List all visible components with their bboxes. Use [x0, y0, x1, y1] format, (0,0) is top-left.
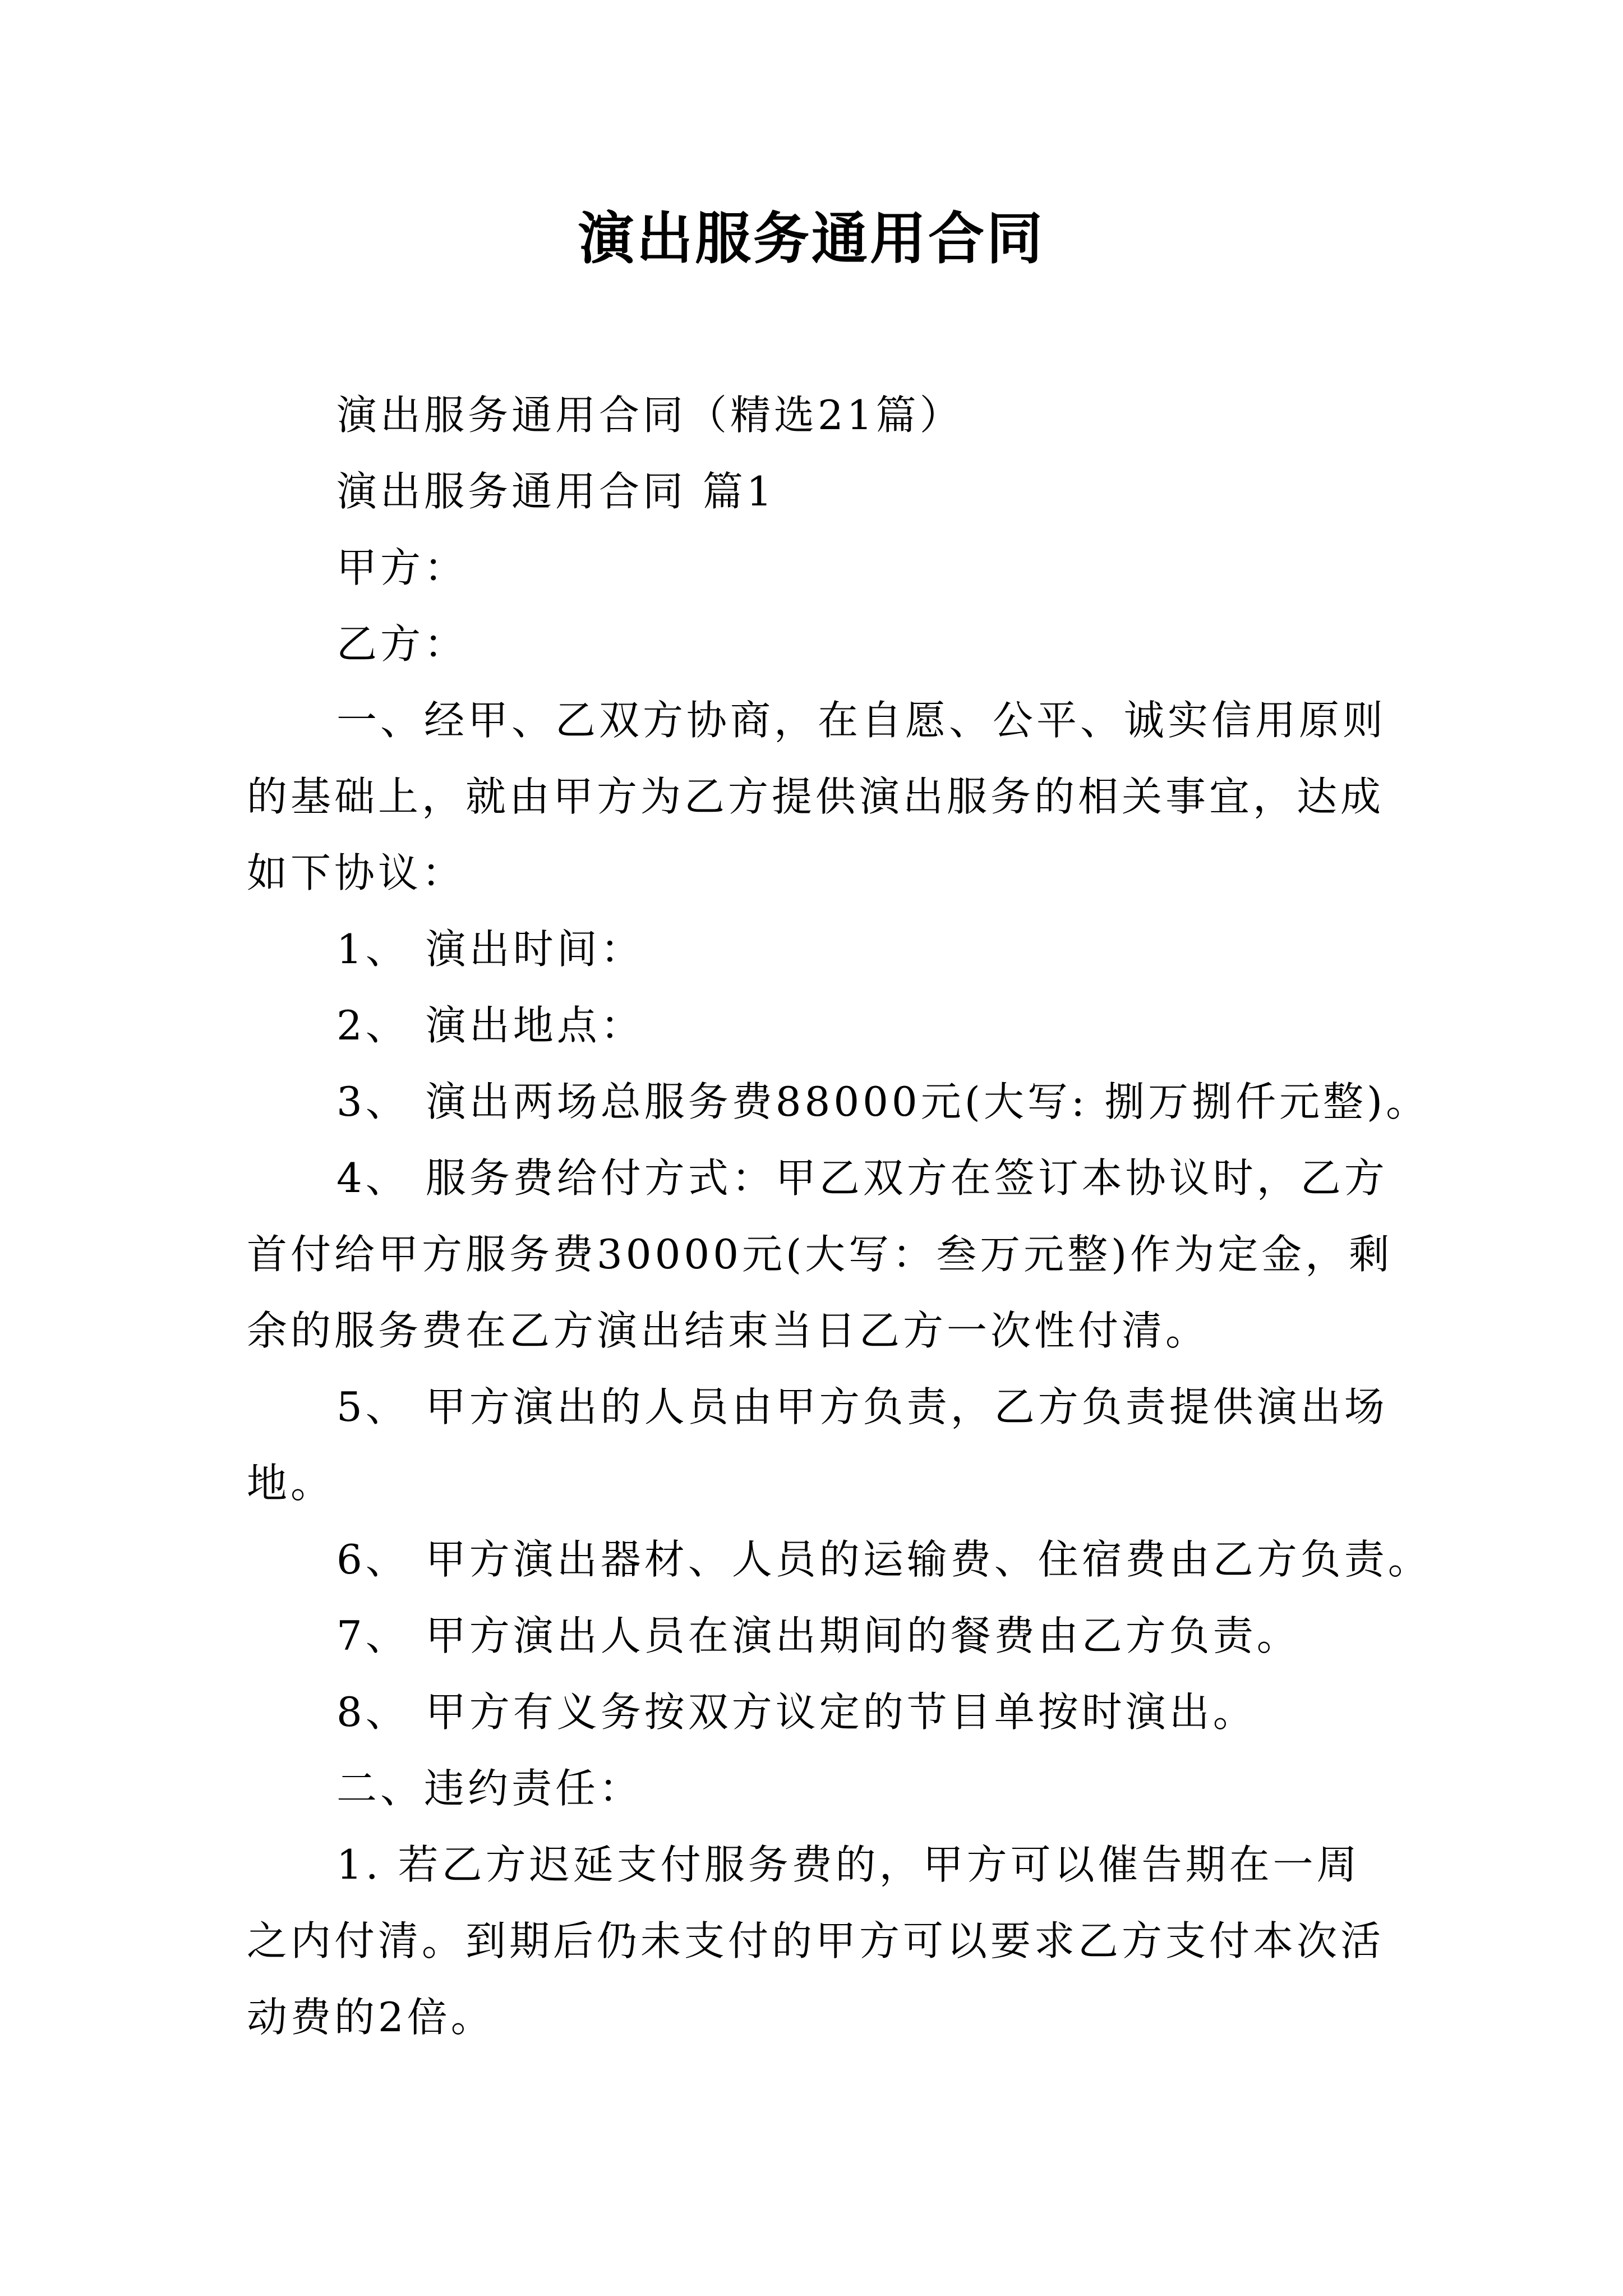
clause-item: 6、 甲方演出器材、人员的运输费、住宿费由乙方负责。	[336, 1536, 1432, 1583]
party-a-label: 甲方：	[336, 544, 468, 591]
paragraph-line: 首付给甲方服务费30000元(大写：叁万元整)作为定金，剩	[247, 1231, 1393, 1278]
paragraph-line: 地。	[247, 1460, 335, 1507]
paragraph-line: 的基础上，就由甲方为乙方提供演出服务的相关事宜，达成	[247, 773, 1385, 820]
subtitle-line: 演出服务通用合同（精选21篇）	[336, 392, 963, 439]
clause-item: 4、 服务费给付方式：甲乙双方在签订本协议时，乙方	[336, 1154, 1388, 1202]
paragraph-line: 动费的2倍。	[247, 1994, 495, 2041]
clause-item: 8、 甲方有义务按双方议定的节目单按时演出。	[336, 1688, 1257, 1736]
section-heading: 演出服务通用合同 篇1	[336, 468, 776, 515]
document-title: 演出服务通用合同	[578, 205, 1045, 272]
paragraph-line: 之内付清。到期后仍未支付的甲方可以要求乙方支付本次活	[247, 1917, 1385, 1964]
section-heading: 二、违约责任：	[336, 1765, 643, 1812]
clause-item: 1. 若乙方迟延支付服务费的，甲方可以催告期在一周	[336, 1841, 1361, 1888]
paragraph-line: 如下协议：	[247, 849, 466, 896]
clause-item: 3、 演出两场总服务费88000元(大写: 捌万捌仟元整)。	[336, 1078, 1430, 1125]
clause-item: 7、 甲方演出人员在演出期间的餐费由乙方负责。	[336, 1612, 1301, 1659]
clause-item: 5、 甲方演出的人员由甲方负责，乙方负责提供演出场	[336, 1383, 1388, 1430]
clause-item: 2、 演出地点：	[336, 1002, 644, 1049]
party-b-label: 乙方：	[336, 620, 468, 668]
paragraph-line: 一、经甲、乙双方协商，在自愿、公平、诚实信用原则	[336, 697, 1387, 744]
paragraph-line: 余的服务费在乙方演出结束当日乙方一次性付清。	[247, 1307, 1210, 1354]
clause-item: 1、 演出时间：	[336, 926, 644, 973]
